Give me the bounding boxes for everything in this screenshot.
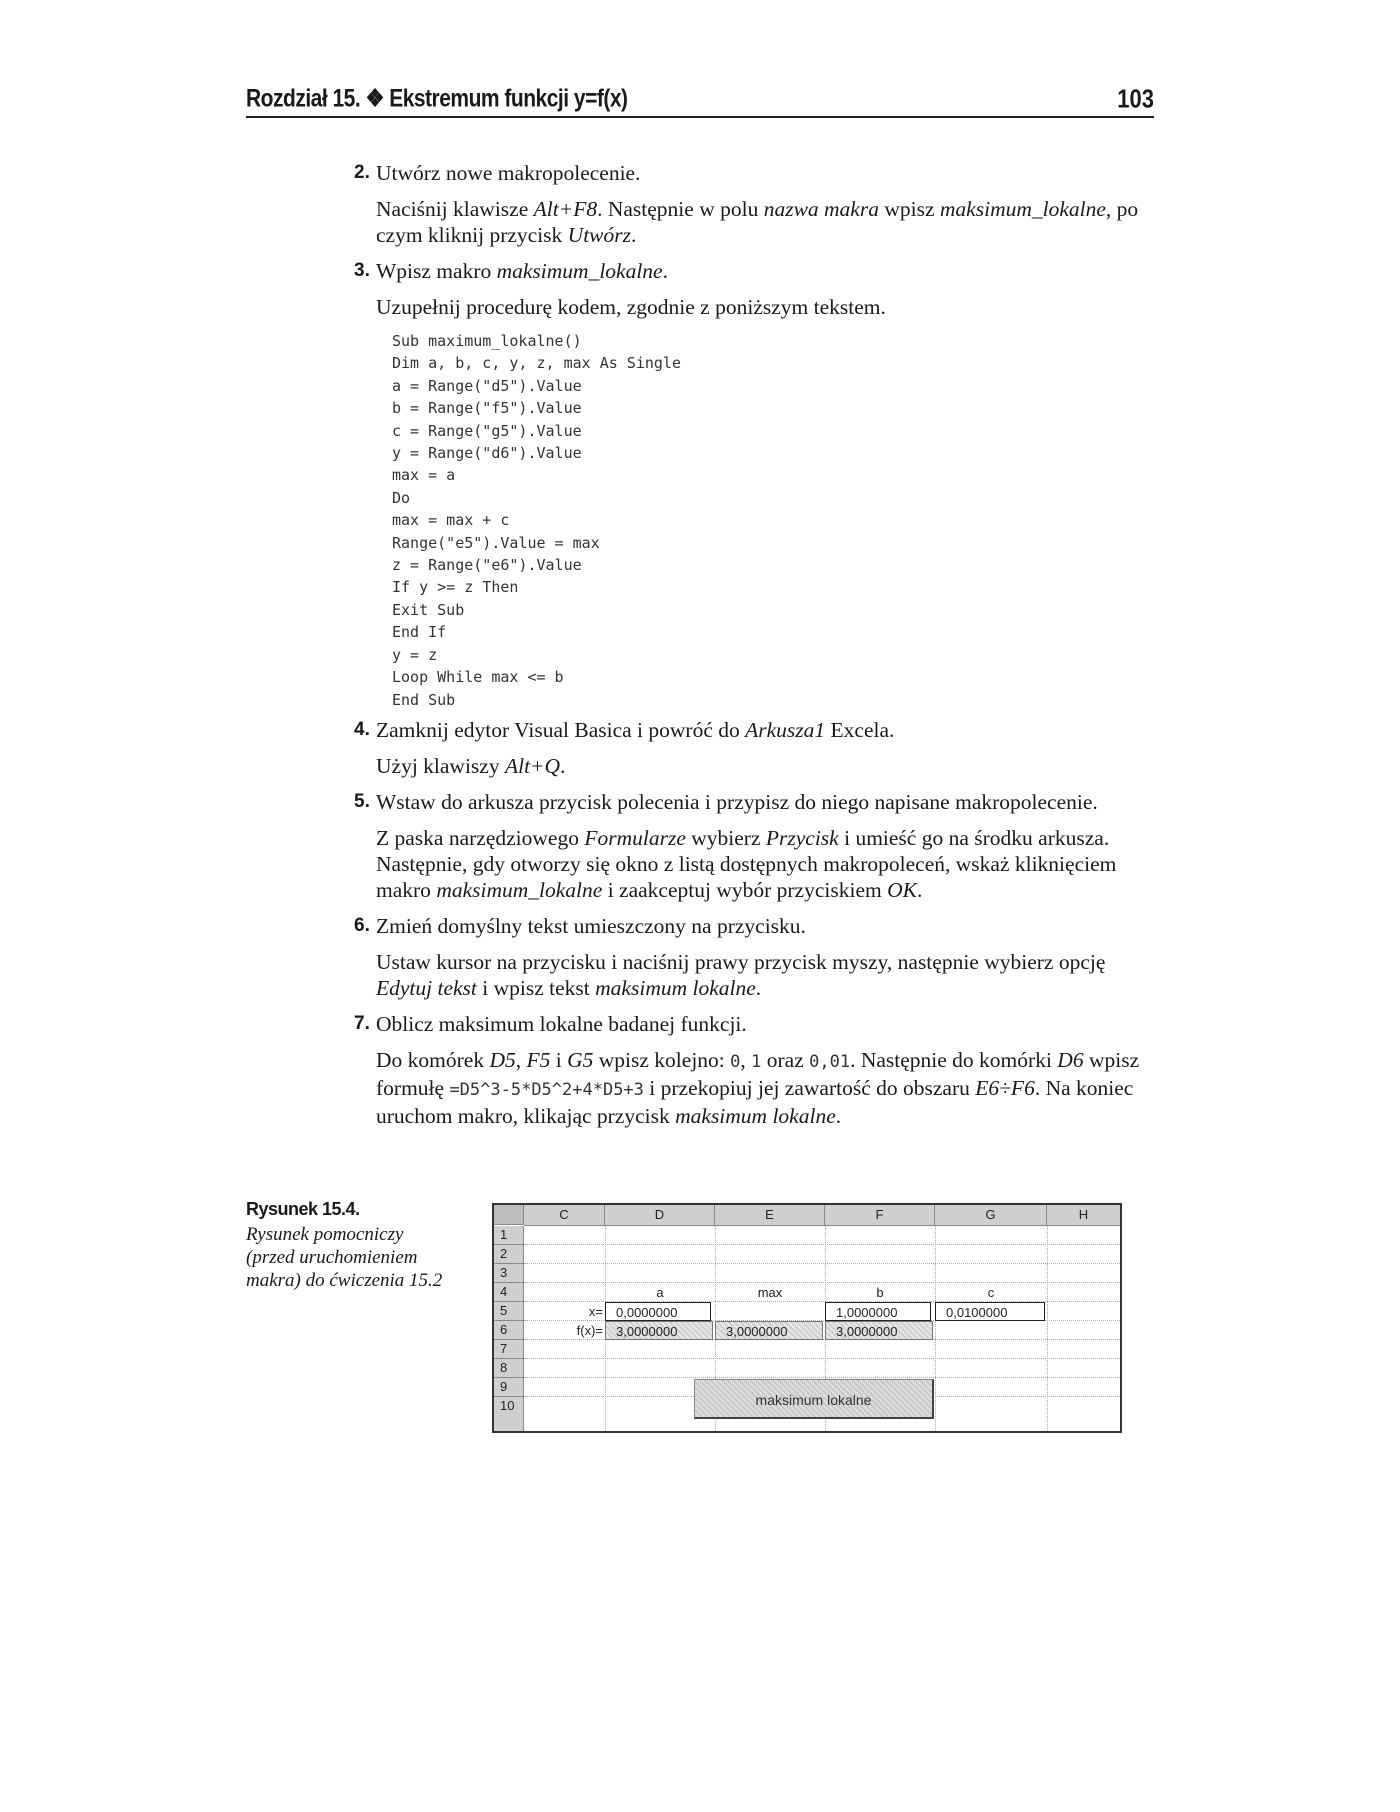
main-text	[352, 160, 1162, 1139]
cell-f6[interactable]: 3,0000000	[825, 1321, 933, 1340]
grid-line	[524, 1263, 1120, 1264]
column-header-h: H	[1047, 1205, 1120, 1226]
grid-line	[524, 1358, 1120, 1359]
column-header-e: E	[715, 1205, 825, 1226]
row-header-2: 2	[494, 1245, 524, 1264]
step-number: 3.	[354, 260, 370, 281]
cell-d6[interactable]: 3,0000000	[605, 1321, 713, 1340]
step-number: 7.	[354, 1012, 370, 1034]
figure-description: Rysunek pomocniczy (przed uruchomieniem makra) do ćwiczenia 15.2	[246, 1224, 443, 1291]
cell-f5[interactable]: 1,0000000	[825, 1302, 931, 1321]
cell-d4-label: a	[656, 1285, 664, 1300]
row-header-8: 8	[494, 1359, 524, 1378]
page-number: 103	[1117, 84, 1154, 114]
figure-title: Rysunek 15.4.	[246, 1199, 360, 1219]
step-6	[352, 913, 1162, 939]
cell-g4-label: c	[987, 1285, 995, 1300]
row-header-4: 4	[494, 1283, 524, 1302]
row-header-3: 3	[494, 1264, 524, 1283]
grid-line	[935, 1226, 936, 1431]
step-4-description: Użyj klawiszy Alt+Q.	[376, 753, 566, 778]
step-5-description: Z paska narzędziowego Formularze wybierz Przycisk i umieść go na środku arkusza. Następnie, gdy otworzy się okno z listą dostępnych makropoleceń, wskaż kliknięciem makro maksimum_lokalne i zaakceptuj wybór przyciskiem OK.	[376, 825, 1117, 902]
step-2	[352, 160, 1162, 186]
step-number: 4.	[354, 718, 370, 740]
cell-g5[interactable]: 0,0100000	[935, 1302, 1045, 1321]
row-header-6: 6	[494, 1321, 524, 1340]
cell-e4-label: max	[757, 1285, 783, 1300]
step-7	[352, 1011, 1162, 1037]
row-header-9: 9	[494, 1378, 524, 1397]
cell-c6-label: f(x)=	[576, 1323, 603, 1338]
step-title: Wstaw do arkusza przycisk polecenia i przypisz do niego napisane makropolecenie.	[376, 789, 1098, 814]
row-header-5: 5	[494, 1302, 524, 1321]
step-3-description: Uzupełnij procedurę kodem, zgodnie z poniższym tekstem.	[376, 295, 886, 319]
cell-e6[interactable]: 3,0000000	[715, 1321, 823, 1340]
maksimum-lokalne-button[interactable]: maksimum lokalne	[694, 1379, 934, 1419]
running-header	[246, 84, 1154, 118]
step-3	[352, 258, 1162, 284]
column-header-d: D	[605, 1205, 715, 1226]
column-header-f: F	[825, 1205, 935, 1226]
step-title: Wpisz makro maksimum_lokalne.	[376, 259, 668, 283]
step-4	[352, 717, 1162, 743]
step-title: Zamknij edytor Visual Basica i powróć do Arkusza1 Excela.	[376, 717, 895, 742]
cell-d5[interactable]: 0,0000000	[605, 1302, 711, 1321]
step-2-description: Naciśnij klawisze Alt+F8. Następnie w polu nazwa makra wpisz maksimum_lokalne, po czym kliknij przycisk Utwórz.	[376, 197, 1139, 247]
column-header-g: G	[935, 1205, 1047, 1226]
sheet-corner	[494, 1205, 524, 1225]
step-number: 5.	[354, 790, 370, 812]
grid-line	[524, 1377, 1120, 1378]
grid-line	[1047, 1226, 1048, 1431]
cell-c5-label: x=	[588, 1304, 603, 1319]
step-number: 6.	[354, 914, 370, 936]
step-5	[352, 789, 1162, 815]
chapter-title: Rozdział 15. ❖ Ekstremum funkcji y=f(x)	[246, 85, 628, 113]
column-header-c: C	[524, 1205, 605, 1226]
figure-caption	[246, 1198, 456, 1292]
vba-code-listing: Sub maximum_lokalne() Dim a, b, c, y, z, max As Single a = Range("d5").Value b = Range("f5").Value c = Range("g5").Value y = Range("d6").Value max = a Do max = max + c Range("e5").Value = max z = Range("e6").Value If y >= z Then Exit Sub End If y = z Loop While max <= b End Sub	[392, 332, 681, 709]
cell-f4-label: b	[876, 1285, 884, 1300]
grid-line	[524, 1244, 1120, 1245]
row-header-10: 10	[494, 1397, 524, 1431]
spreadsheet-figure	[492, 1203, 1122, 1433]
step-number: 2.	[354, 162, 370, 183]
step-7-description: Do komórek D5, F5 i G5 wpisz kolejno: 0, 1 oraz 0,01. Następnie do komórki D6 wpisz formułę =D5^3-5*D5^2+4*D5+3 i przekopiuj jej zawartość do obszaru E6÷F6. Na koniec uruchom makro, klikając przycisk maksimum lokalne.	[376, 1047, 1140, 1128]
step-6-description: Ustaw kursor na przycisku i naciśnij prawy przycisk myszy, następnie wybierz opcję Edytuj tekst i wpisz tekst maksimum lokalne.	[376, 949, 1106, 1000]
row-header-1: 1	[494, 1226, 524, 1245]
row-header-7: 7	[494, 1340, 524, 1359]
step-title: Zmień domyślny tekst umieszczony na przycisku.	[376, 913, 806, 938]
step-title: Oblicz maksimum lokalne badanej funkcji.	[376, 1011, 747, 1036]
step-title: Utwórz nowe makropolecenie.	[376, 161, 641, 185]
